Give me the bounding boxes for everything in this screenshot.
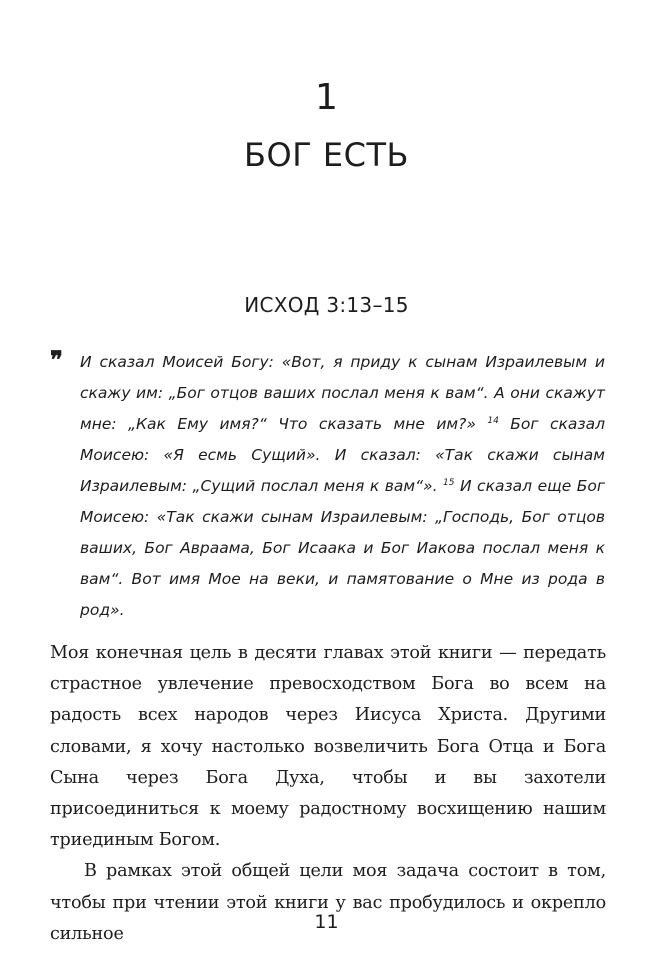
- body-paragraph-1: Моя конечная цель в десяти главах этой книги — передать страстное увлечение превосходством Бога во всем на радость всех народов через Иисуса Христа. Другими словами, я хочу настолько возвеличить Бога Отца и Бога Сына через Бога Духа, чтобы и вы захотели присоединиться к моему радостному восхищению нашим триединым Богом.: [50, 643, 606, 851]
- page-number: 11: [314, 911, 339, 933]
- quote-mark-icon: ❞: [50, 345, 60, 374]
- verse-number-15: 15: [443, 478, 455, 488]
- scripture-reference: ИСХОД 3:13–15: [244, 293, 409, 317]
- body-text: [50, 638, 606, 950]
- quote-part-2: Бог сказал Моисею: «Я есмь Сущий». И сказал: «Так скажи сынам Израилевым: „Сущий послал меня к вам“».: [80, 415, 605, 495]
- quote-part-3: И сказал еще Бог Моисею: «Так скажи сынам Израилевым: „Господь, Бог отцов ваших, Бог Авраама, Бог Исаака и Бог Иакова послал меня к вам“. Вот имя Мое на веки, и памятование о Мне из рода в род».: [80, 477, 605, 619]
- scripture-quote: [80, 347, 605, 626]
- body-paragraph-2: В рамках этой общей цели моя задача состоит в том, чтобы при чтении этой книги у вас пробудилось и окрепло сильное: [50, 861, 606, 944]
- chapter-title: БОГ ЕСТЬ: [244, 136, 409, 174]
- quote-part-1: И сказал Моисей Богу: «Вот, я приду к сынам Израилевым и скажу им: „Бог отцов ваших послал меня к вам“. А они скажут мне: „Как Ему имя?“ Что сказать мне им?»: [80, 353, 605, 433]
- chapter-number: 1: [315, 77, 338, 118]
- verse-number-14: 14: [487, 416, 499, 426]
